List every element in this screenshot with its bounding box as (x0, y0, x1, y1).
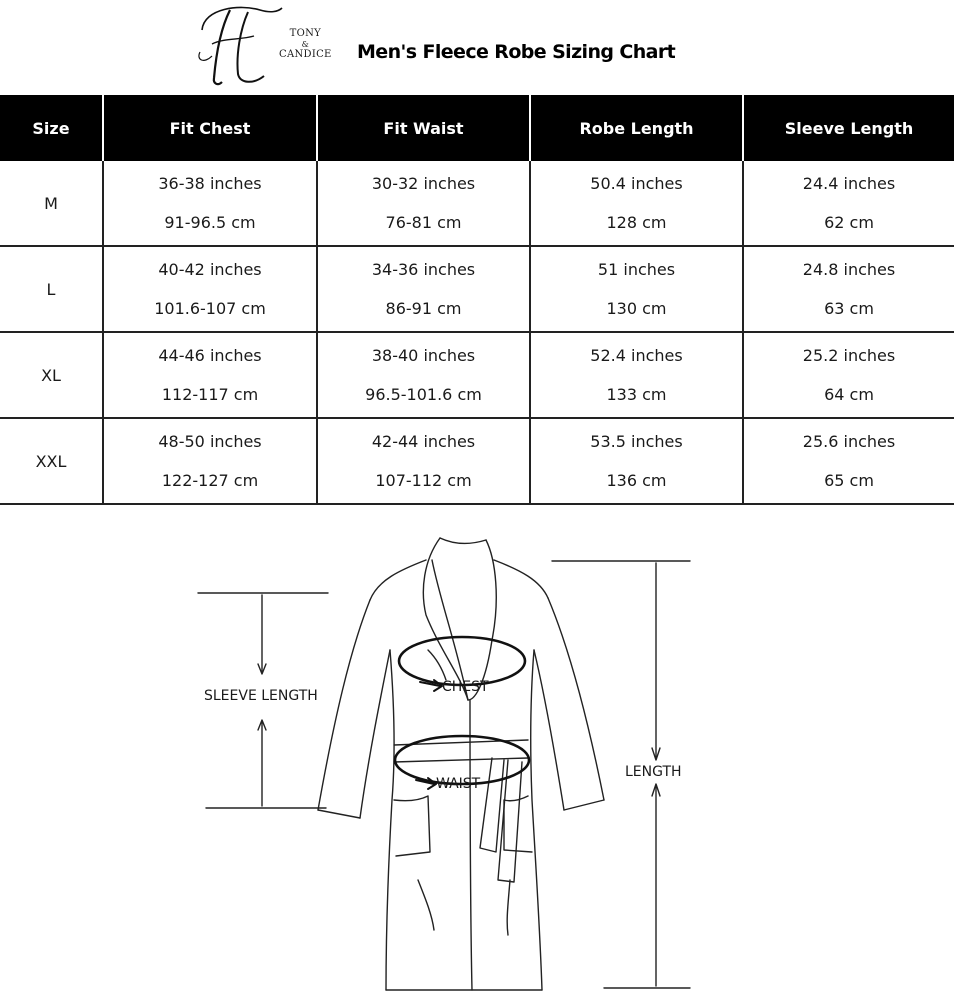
waist-cm: 76-81 cm (385, 212, 462, 232)
header-sleeve-length: Sleeve Length (743, 95, 954, 161)
chest-cell (103, 418, 317, 504)
sleeve-inches: 25.6 inches (802, 431, 896, 451)
length-cm: 128 cm (606, 212, 667, 232)
waist-cm: 107-112 cm (375, 470, 472, 490)
header-fit-chest: Fit Chest (103, 95, 317, 161)
length-cm: 136 cm (606, 470, 667, 490)
waist-cell (317, 161, 530, 246)
sleeve-length-label: SLEEVE LENGTH (204, 688, 318, 704)
length-inches: 50.4 inches (590, 173, 683, 193)
sleeve-inches: 24.8 inches (802, 259, 896, 279)
robe-illustration (0, 520, 954, 1000)
brand-logo (190, 0, 340, 90)
table-row (0, 332, 954, 418)
length-label: LENGTH (625, 764, 682, 780)
header-fit-waist: Fit Waist (317, 95, 530, 161)
waist-cm: 86-91 cm (385, 298, 462, 318)
brand-name (279, 28, 332, 61)
length-cell (530, 161, 743, 246)
sleeve-cell (743, 161, 954, 246)
length-cell (530, 332, 743, 418)
brand-line-2: & (301, 40, 310, 49)
sleeve-cm: 63 cm (824, 298, 874, 318)
chest-inches: 40-42 inches (158, 259, 262, 279)
monogram-icon (190, 0, 290, 90)
chest-cm: 91-96.5 cm (164, 212, 256, 232)
waist-cell (317, 418, 530, 504)
chest-cell (103, 161, 317, 246)
header (0, 0, 954, 96)
table-row (0, 418, 954, 504)
sleeve-inches: 24.4 inches (802, 173, 896, 193)
length-inches: 53.5 inches (590, 431, 683, 451)
size-cell: M (0, 161, 103, 246)
sleeve-cm: 65 cm (824, 470, 874, 490)
chest-cell (103, 332, 317, 418)
robe-measurement-diagram (0, 520, 954, 1000)
size-cell: L (0, 246, 103, 332)
size-cell: XXL (0, 418, 103, 504)
waist-inches: 38-40 inches (371, 345, 476, 365)
sleeve-inches: 25.2 inches (802, 345, 896, 365)
waist-label: WAIST (436, 776, 481, 792)
brand-line-3: CANDICE (279, 49, 332, 60)
table-header-row (0, 95, 954, 161)
sleeve-cell (743, 332, 954, 418)
waist-cell (317, 246, 530, 332)
sleeve-cell (743, 418, 954, 504)
waist-inches: 42-44 inches (371, 431, 476, 451)
size-cell: XL (0, 332, 103, 418)
length-inches: 51 inches (597, 259, 676, 279)
chest-label: CHEST (442, 679, 489, 695)
brand-line-1: TONY (289, 28, 322, 39)
header-robe-length: Robe Length (530, 95, 743, 161)
sleeve-cm: 62 cm (824, 212, 874, 232)
length-cell (530, 418, 743, 504)
table-row (0, 161, 954, 246)
waist-inches: 34-36 inches (371, 259, 476, 279)
header-size: Size (0, 95, 103, 161)
sleeve-cell (743, 246, 954, 332)
chest-inches: 48-50 inches (158, 431, 262, 451)
length-cm: 133 cm (606, 384, 667, 404)
chest-cm: 122-127 cm (161, 470, 259, 490)
chest-inches: 44-46 inches (158, 345, 262, 365)
waist-cm: 96.5-101.6 cm (365, 384, 482, 404)
waist-inches: 30-32 inches (371, 173, 476, 193)
page-title: Men's Fleece Robe Sizing Chart (357, 41, 676, 63)
chest-cm: 101.6-107 cm (154, 298, 266, 318)
sleeve-cm: 64 cm (824, 384, 874, 404)
chest-inches: 36-38 inches (158, 173, 262, 193)
table-row (0, 246, 954, 332)
length-inches: 52.4 inches (590, 345, 683, 365)
length-cm: 130 cm (606, 298, 667, 318)
waist-cell (317, 332, 530, 418)
chest-cm: 112-117 cm (161, 384, 259, 404)
length-cell (530, 246, 743, 332)
chest-cell (103, 246, 317, 332)
size-table (0, 95, 954, 505)
